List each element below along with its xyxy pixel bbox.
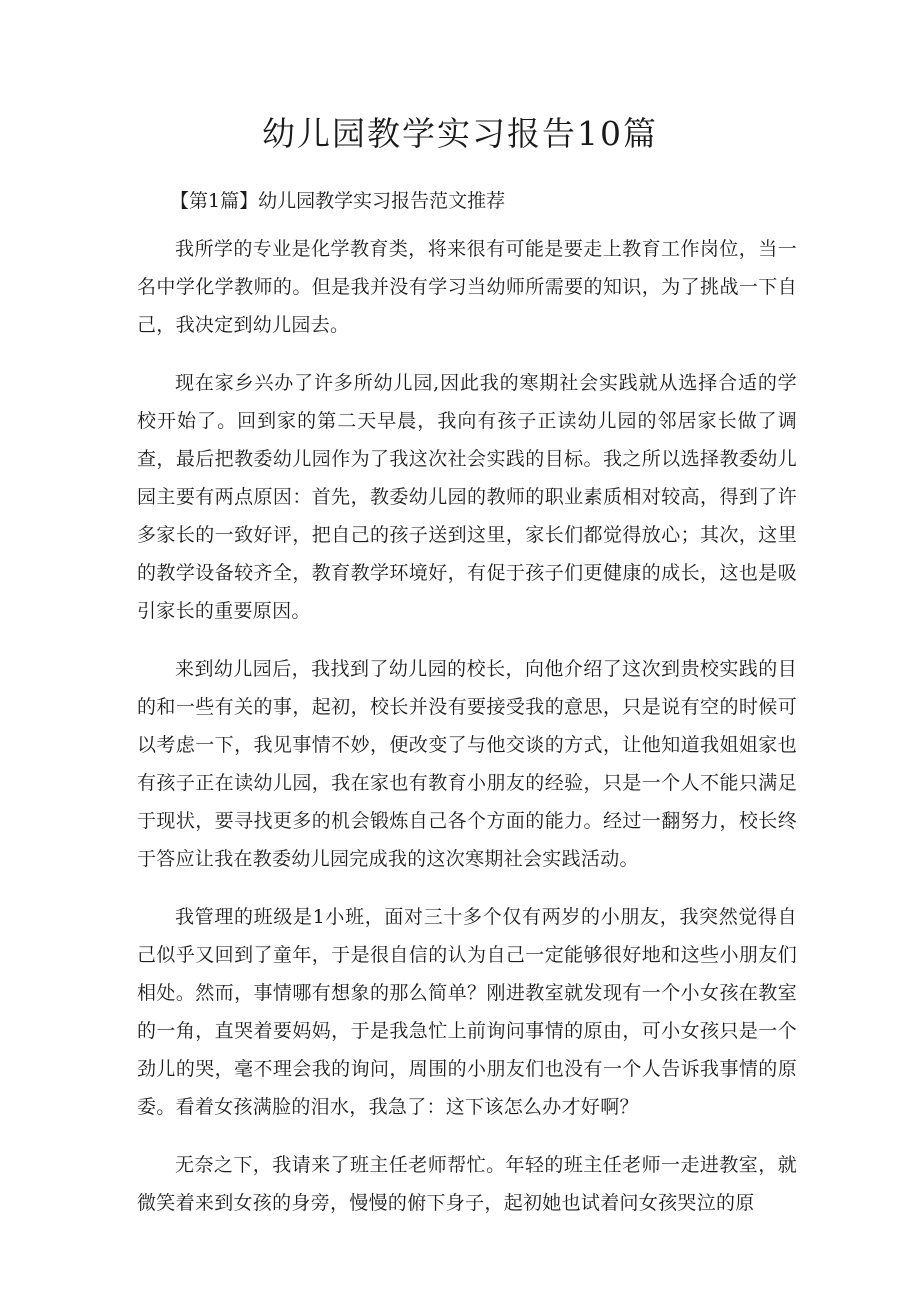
paragraph: 现在家乡兴办了许多所幼儿园,因此我的寒期社会实践就从选择合适的学校开始了。回到家的第二天早晨，我向有孩子正读幼儿园的邻居家长做了调查，最后把教委幼儿园作为了我这次社会实践的目标。我之所以选择教委幼儿园主要有两点原因：首先，教委幼儿园的教师的职业素质相对较高，得到了许多家长的一致好评，把自己的孩子送到这里，家长们都觉得放心；其次，这里的教学设备较齐全，教育教学环境好，有促于孩子们更健康的成长，这也是吸引家长的重要原因。	[137, 372, 797, 622]
document-title: 幼儿园教学实习报告10篇	[262, 114, 658, 153]
paragraph: 我管理的班级是1小班，面对三十多个仅有两岁的小朋友，我突然觉得自己似乎又回到了童年，于是很自信的认为自己一定能够很好地和这些小朋友们相处。然而，事情哪有想象的那么简单？刚进教室就发现有一个小女孩在教室的一角，直哭着要妈妈，于是我急忙上前询问事情的原由，可小女孩只是一个劲儿的哭，毫不理会我的询问，周围的小朋友们也没有一个人告诉我事情的原委。看着女孩满脸的泪水，我急了：这下该怎么办才好啊？	[137, 906, 797, 1118]
document-body	[137, 230, 797, 1242]
paragraph: 无奈之下，我请来了班主任老师帮忙。年轻的班主任老师一走进教室，就微笑着来到女孩的身旁，慢慢的俯下身子，起初她也试着问女孩哭泣的原	[137, 1154, 797, 1214]
paragraph: 来到幼儿园后，我找到了幼儿园的校长，向他介绍了这次到贵校实践的目的和一些有关的事，起初，校长并没有要接受我的意思，只是说有空的时候可以考虑一下，我见事情不妙，便改变了与他交谈的方式，让他知道我姐姐家也有孩子正在读幼儿园，我在家也有教育小朋友的经验，只是一个人不能只满足于现状，要寻找更多的机会锻炼自己各个方面的能力。经过一翻努力，校长终于答应让我在教委幼儿园完成我的这次寒期社会实践活动。	[137, 658, 797, 870]
section-heading: 【第1篇】幼儿园教学实习报告范文推荐	[170, 190, 506, 212]
paragraph: 我所学的专业是化学教育类，将来很有可能是要走上教育工作岗位，当一名中学化学教师的。但是我并没有学习当幼师所需要的知识，为了挑战一下自己，我决定到幼儿园去。	[137, 238, 797, 336]
